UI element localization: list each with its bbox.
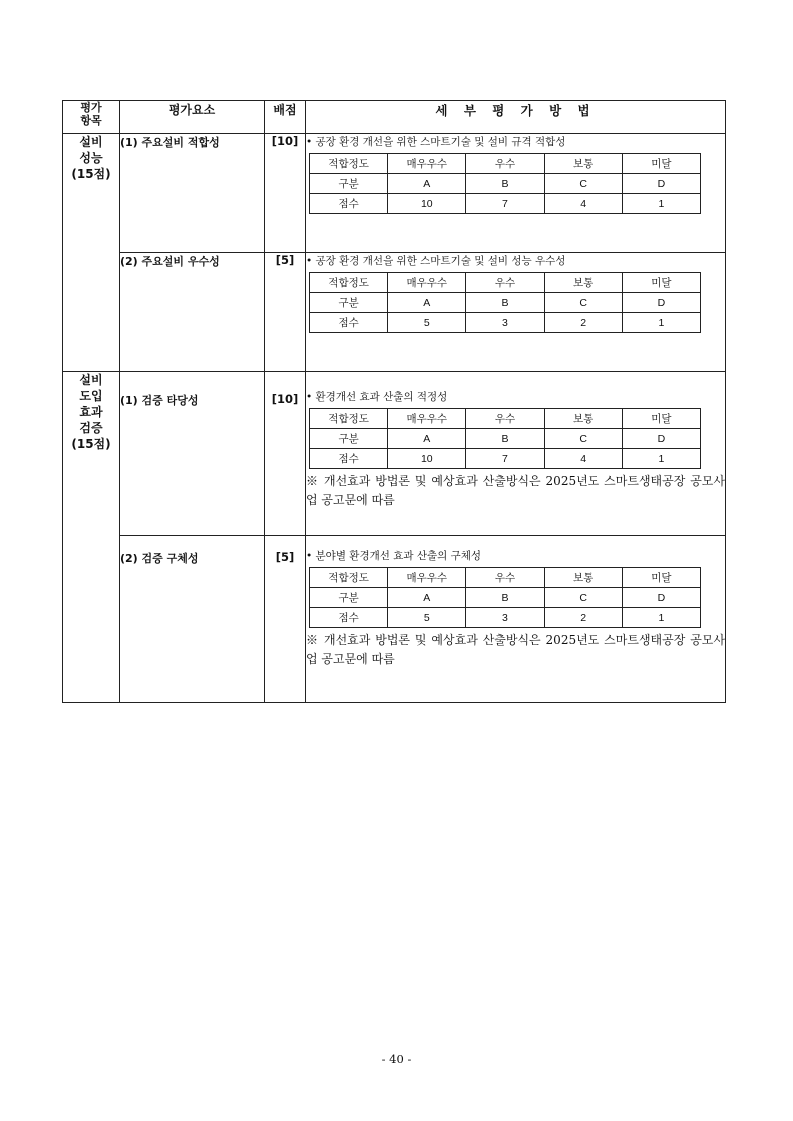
grade-header-cell: 적합정도: [310, 154, 388, 174]
grade-header-cell: 미달: [622, 273, 700, 293]
eval-element: (2) 검증 구체성: [120, 536, 265, 703]
grade-header-cell: 적합정도: [310, 409, 388, 429]
grade-row-label: 구분: [310, 588, 388, 608]
table-row: [63, 536, 726, 703]
grade-cell: 4: [544, 449, 622, 469]
grade-header-cell: 매우우수: [388, 273, 466, 293]
grade-row-label: 점수: [310, 449, 388, 469]
grade-cell: 3: [466, 608, 544, 628]
eval-score: [5]: [265, 536, 306, 703]
grade-cell: B: [466, 588, 544, 608]
eval-criterion: • 공장 환경 개선을 위한 스마트기술 및 설비 규격 적합성: [306, 136, 566, 148]
header-category: 평가 항목: [63, 101, 120, 134]
grade-cell: 2: [544, 608, 622, 628]
grade-cell: 7: [466, 449, 544, 469]
grade-header-cell: 미달: [622, 409, 700, 429]
grade-header-cell: 적합정도: [310, 568, 388, 588]
grade-header-cell: 우수: [466, 273, 544, 293]
header-score: 배점: [265, 101, 306, 134]
grade-cell: 10: [388, 194, 466, 214]
grade-header-cell: 매우우수: [388, 154, 466, 174]
table-row: [63, 134, 726, 253]
grade-row-label: 구분: [310, 174, 388, 194]
grade-header-cell: 미달: [622, 154, 700, 174]
grade-cell: B: [466, 429, 544, 449]
grade-cell: B: [466, 174, 544, 194]
eval-element: (1) 주요설비 적합성: [120, 134, 265, 253]
eval-score: [5]: [265, 253, 306, 372]
eval-element: (1) 검증 타당성: [120, 372, 265, 536]
grade-row-label: 구분: [310, 293, 388, 313]
grade-cell: A: [388, 588, 466, 608]
grade-cell: C: [544, 174, 622, 194]
grade-cell: C: [544, 588, 622, 608]
eval-detail: [306, 536, 726, 703]
grade-table: [309, 272, 701, 333]
section-category: 설비 성능 (15점): [63, 134, 120, 372]
grade-cell: A: [388, 174, 466, 194]
grade-header-cell: 미달: [622, 568, 700, 588]
eval-criterion: • 환경개선 효과 산출의 적정성: [306, 391, 448, 403]
grade-cell: D: [622, 293, 700, 313]
grade-row-label: 점수: [310, 313, 388, 333]
grade-cell: D: [622, 174, 700, 194]
eval-criterion: • 공장 환경 개선을 위한 스마트기술 및 설비 성능 우수성: [306, 255, 566, 267]
grade-cell: 5: [388, 608, 466, 628]
section-category: 설비 도입 효과 검증 (15점): [63, 372, 120, 703]
grade-cell: C: [544, 429, 622, 449]
grade-header-cell: 보통: [544, 409, 622, 429]
grade-cell: C: [544, 293, 622, 313]
eval-criterion: • 분야별 환경개선 효과 산출의 구체성: [306, 550, 482, 562]
grade-header-cell: 보통: [544, 154, 622, 174]
grade-table: [309, 153, 701, 214]
eval-element: (2) 주요설비 우수성: [120, 253, 265, 372]
grade-cell: 1: [622, 313, 700, 333]
header-method: 세 부 평 가 방 법: [306, 101, 726, 134]
eval-note: ※ 개선효과 방법론 및 예상효과 산출방식은 2025년도 스마트생태공장 공모사업 공고문에 따름: [306, 633, 725, 666]
grade-cell: D: [622, 588, 700, 608]
grade-table: [309, 408, 701, 469]
grade-header-cell: 매우우수: [388, 568, 466, 588]
table-row: [63, 253, 726, 372]
grade-cell: 4: [544, 194, 622, 214]
eval-detail: [306, 134, 726, 253]
grade-header-cell: 적합정도: [310, 273, 388, 293]
grade-cell: 1: [622, 449, 700, 469]
grade-cell: D: [622, 429, 700, 449]
grade-row-label: 점수: [310, 608, 388, 628]
grade-row-label: 점수: [310, 194, 388, 214]
eval-note: ※ 개선효과 방법론 및 예상효과 산출방식은 2025년도 스마트생태공장 공모사업 공고문에 따름: [306, 474, 725, 507]
header-element: 평가요소: [120, 101, 265, 134]
grade-cell: B: [466, 293, 544, 313]
eval-detail: [306, 253, 726, 372]
grade-cell: A: [388, 293, 466, 313]
grade-cell: A: [388, 429, 466, 449]
evaluation-table: [62, 100, 726, 703]
table-header-row: [63, 101, 726, 134]
grade-cell: 1: [622, 608, 700, 628]
grade-table: [309, 567, 701, 628]
grade-cell: 5: [388, 313, 466, 333]
grade-cell: 7: [466, 194, 544, 214]
table-row: [63, 372, 726, 536]
grade-header-cell: 우수: [466, 568, 544, 588]
grade-cell: 1: [622, 194, 700, 214]
grade-header-cell: 우수: [466, 409, 544, 429]
grade-header-cell: 매우우수: [388, 409, 466, 429]
grade-header-cell: 보통: [544, 568, 622, 588]
eval-score: [10]: [265, 372, 306, 536]
page-number: - 40 -: [381, 1052, 412, 1066]
grade-header-cell: 우수: [466, 154, 544, 174]
grade-cell: 2: [544, 313, 622, 333]
eval-detail: [306, 372, 726, 536]
grade-cell: 10: [388, 449, 466, 469]
grade-header-cell: 보통: [544, 273, 622, 293]
eval-score: [10]: [265, 134, 306, 253]
grade-cell: 3: [466, 313, 544, 333]
grade-row-label: 구분: [310, 429, 388, 449]
